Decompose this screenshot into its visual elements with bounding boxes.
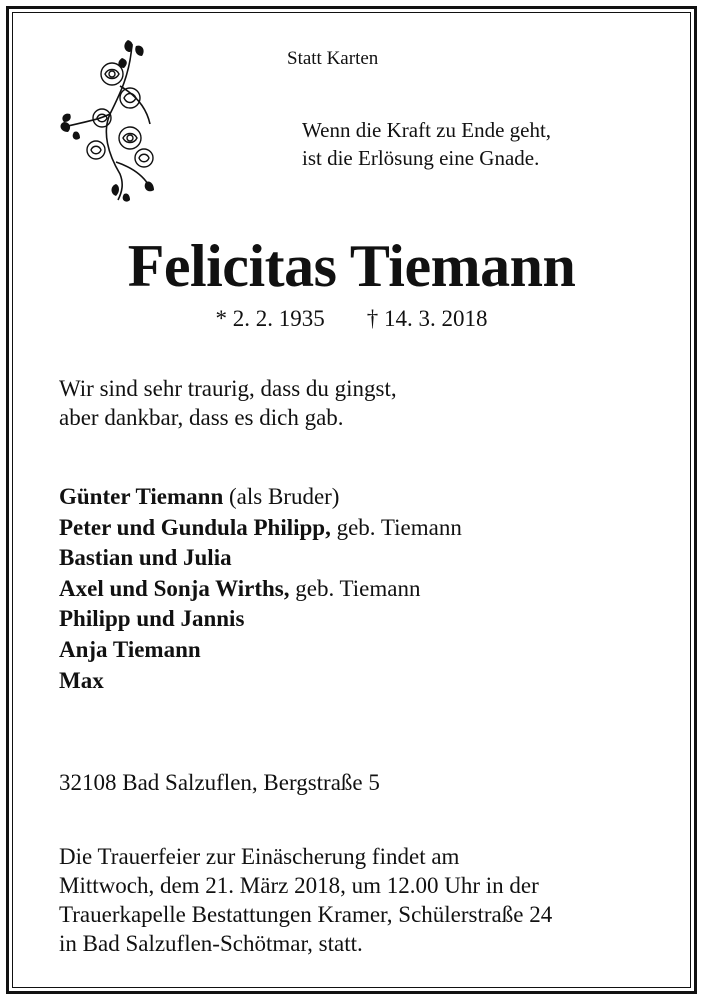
mourner-name: Peter und Gundula Philipp, [59, 514, 331, 540]
mourners-list [59, 482, 462, 696]
motto-verse [302, 116, 551, 172]
mourner-entry [59, 513, 462, 544]
mourner-name: Günter Tiemann [59, 484, 224, 509]
mourner-entry [59, 482, 462, 513]
roses-branch-icon [50, 34, 170, 204]
mourner-entry [59, 635, 462, 666]
mourner-name: Philipp und Jannis [59, 606, 245, 632]
quote-line: aber dankbar, dass es dich gab. [59, 405, 344, 430]
funeral-service-info [59, 842, 552, 958]
family-address: 32108 Bad Salzuflen, Bergstraße 5 [59, 770, 380, 795]
deceased-name: Felicitas Tiemann [127, 233, 576, 299]
service-line: Mittwoch, dem 21. März 2018, um 12.00 Uhr in der [59, 873, 539, 898]
mourner-name: Bastian und Julia [59, 545, 232, 571]
mourner-entry [59, 543, 462, 574]
death-date: † 14. 3. 2018 [366, 306, 488, 331]
birth-date: * 2. 2. 1935 [215, 306, 325, 331]
statt-karten-label: Statt Karten [287, 48, 379, 69]
mourner-note: geb. Tiemann [289, 575, 421, 601]
mourner-name: Axel und Sonja Wirths, [59, 575, 290, 601]
service-line: Die Trauerfeier zur Einäscherung findet am [59, 844, 460, 869]
service-line: in Bad Salzuflen-Schötmar, statt. [59, 931, 363, 956]
mourner-note: (als Bruder) [223, 484, 340, 509]
quote-line: Wir sind sehr traurig, dass du gingst, [59, 376, 397, 401]
mourner-entry [59, 574, 462, 605]
mourner-entry [59, 604, 462, 635]
mourner-name: Max [59, 667, 104, 693]
farewell-quote [59, 374, 397, 432]
motto-line: ist die Erlösung eine Gnade. [302, 146, 540, 170]
mourner-note: geb. Tiemann [330, 514, 462, 540]
mourner-name: Anja Tiemann [59, 636, 201, 662]
motto-line: Wenn die Kraft zu Ende geht, [302, 118, 552, 142]
life-dates [0, 306, 703, 332]
mourner-entry [59, 666, 462, 697]
service-line: Trauerkapelle Bestattungen Kramer, Schülerstraße 24 [59, 902, 553, 927]
